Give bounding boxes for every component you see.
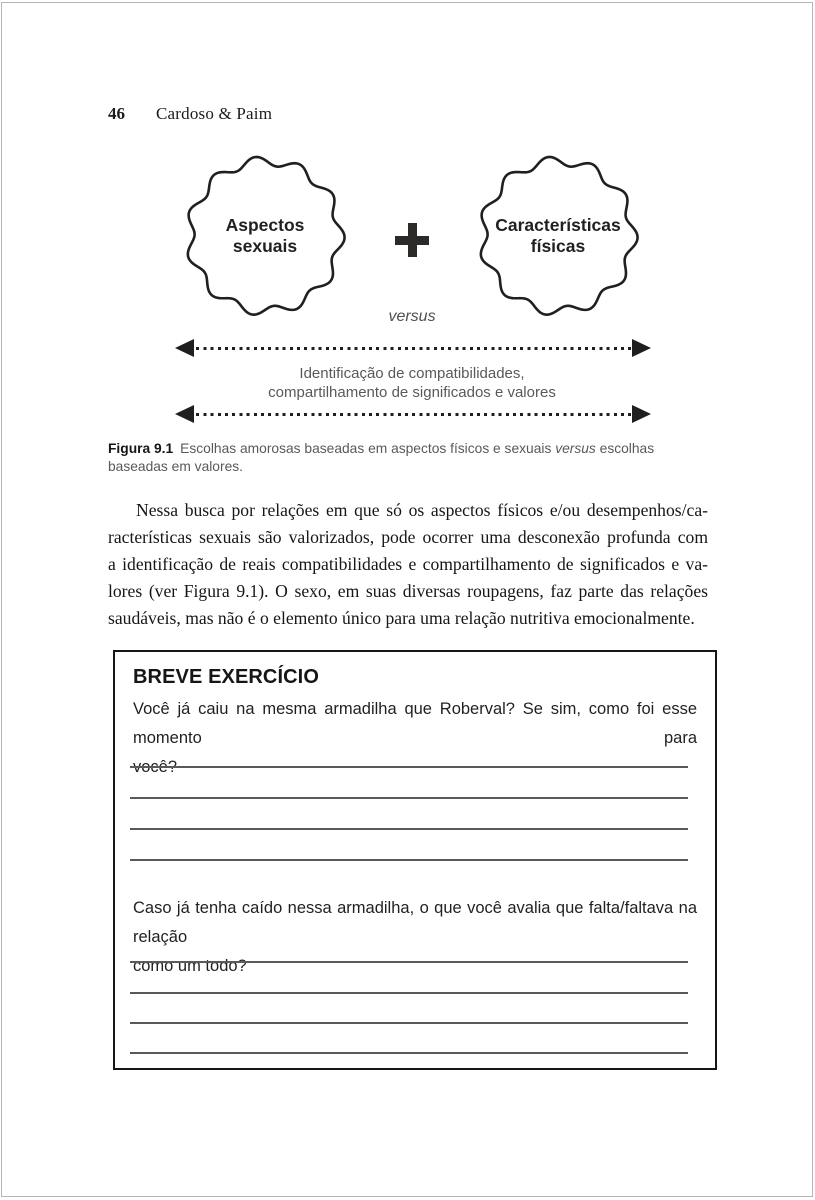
dotted-line xyxy=(189,413,637,416)
answer-line xyxy=(130,1052,688,1054)
body-line: racterísticas sexuais são valorizados, pode ocorrer uma desconexão profunda com xyxy=(108,527,708,547)
figure-blob-physical-traits xyxy=(473,151,643,321)
running-head-title: Cardoso & Paim xyxy=(156,104,273,123)
question-line: Caso já tenha caído nessa armadilha, o que você avalia que falta/faltava na relação xyxy=(133,899,697,946)
running-head xyxy=(108,104,272,124)
dotted-line xyxy=(189,347,637,350)
body-line: saudáveis, mas não é o elemento único para uma relação nutritiva emocionalmente. xyxy=(108,608,695,628)
question-line: Você já caiu na mesma armadilha que Roberval? Se sim, como foi esse momento para xyxy=(133,700,697,747)
figure-caption: Figura 9.1 Escolhas amorosas baseadas em aspectos físicos e sexuais versus escolhas baseadas em valores. xyxy=(108,441,655,474)
figure-caption-label: Figura 9.1 xyxy=(108,441,174,456)
page-number: 46 xyxy=(108,104,125,123)
answer-line xyxy=(130,1022,688,1024)
blob-label: Aspectos sexuais xyxy=(225,215,305,256)
exercise-box xyxy=(113,650,717,1070)
versus-label: versus xyxy=(388,308,436,325)
answer-line xyxy=(130,797,688,799)
exercise-question-2 xyxy=(133,894,697,981)
double-arrow-top xyxy=(175,339,651,357)
question-line: como um todo? xyxy=(133,957,247,975)
double-arrow-bottom xyxy=(175,405,651,423)
body-line: Nessa busca por relações em que só os aspectos físicos e/ou desempenhos/ca- xyxy=(136,500,708,520)
exercise-title: BREVE EXERCÍCIO xyxy=(133,666,319,688)
question-line: você? xyxy=(133,758,178,776)
answer-line xyxy=(130,828,688,830)
blob-label: Características físicas xyxy=(495,215,621,256)
answer-line xyxy=(130,766,688,768)
answer-line xyxy=(130,859,688,861)
figure-blob-sexual-aspects xyxy=(180,151,350,321)
exercise-question-1 xyxy=(133,695,697,782)
arrow-right-icon xyxy=(632,339,651,357)
arrow-right-icon xyxy=(632,405,651,423)
answer-line xyxy=(130,992,688,994)
body-line: lores (ver Figura 9.1). O sexo, em suas diversas roupagens, faz parte das relações xyxy=(108,581,708,601)
body-paragraph xyxy=(108,497,708,632)
arrow-label: Identificação de compatibilidades, compartilhamento de significados e valores xyxy=(268,365,556,401)
answer-line xyxy=(130,961,688,963)
body-line: a identificação de reais compatibilidades e compartilhamento de significados e va- xyxy=(108,554,708,574)
